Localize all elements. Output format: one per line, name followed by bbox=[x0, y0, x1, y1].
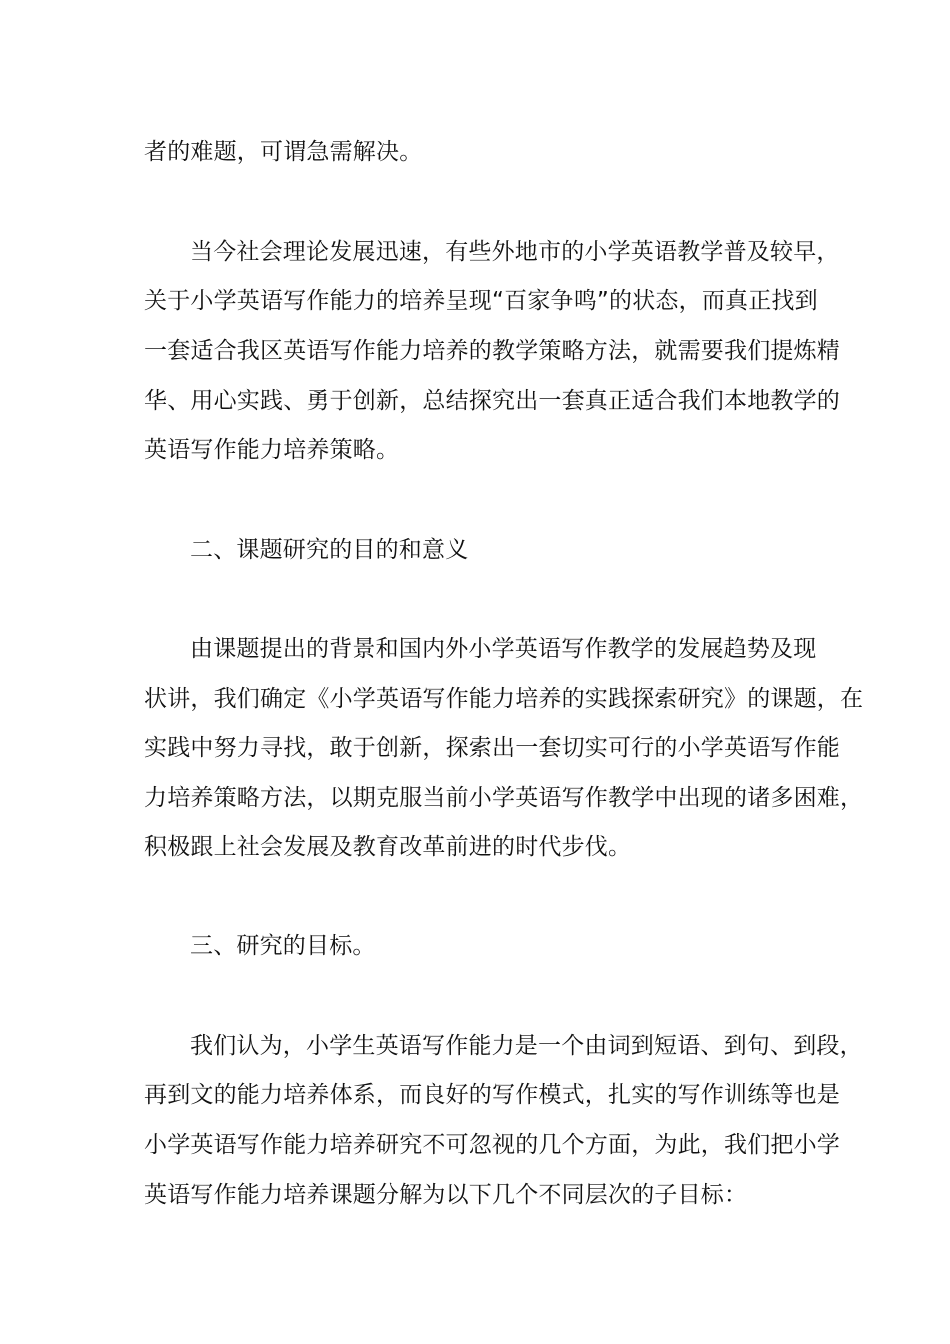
paragraph-4-line-2: 再到文的能力培养体系，而良好的写作模式，扎实的写作训练等也是 bbox=[144, 1082, 840, 1108]
paragraph-2-line-2: 关于小学英语写作能力的培养呈现“百家争鸣”的状态，而真正找到 bbox=[144, 288, 818, 314]
section-heading-2: 二、课题研究的目的和意义 bbox=[190, 537, 469, 563]
paragraph-4-line-3: 小学英语写作能力培养研究不可忽视的几个方面，为此，我们把小学 bbox=[144, 1132, 840, 1158]
paragraph-2-line-1: 当今社会理论发展迅速，有些外地市的小学英语教学普及较早， bbox=[190, 239, 840, 265]
section-heading-3: 三、研究的目标。 bbox=[190, 933, 376, 959]
paragraph-3-line-3: 实践中努力寻找，敢于创新，探索出一套切实可行的小学英语写作能 bbox=[144, 735, 840, 761]
paragraph-1-line-1: 者的难题，可谓急需解决。 bbox=[144, 139, 423, 165]
paragraph-3-line-2: 状讲，我们确定《小学英语写作能力培养的实践探索研究》的课题，在 bbox=[144, 686, 864, 712]
paragraph-3-line-5: 积极跟上社会发展及教育改革前进的时代步伐。 bbox=[144, 834, 632, 860]
paragraph-4-line-4: 英语写作能力培养课题分解为以下几个不同层次的子目标： bbox=[144, 1182, 748, 1208]
paragraph-3-line-1: 由课题提出的背景和国内外小学英语写作教学的发展趋势及现 bbox=[190, 636, 817, 662]
paragraph-2-line-4: 华、用心实践、勇于创新，总结探究出一套真正适合我们本地教学的 bbox=[144, 388, 840, 414]
paragraph-3-line-4: 力培养策略方法，以期克服当前小学英语写作教学中出现的诸多困难， bbox=[144, 785, 864, 811]
paragraph-4-line-1: 我们认为，小学生英语写作能力是一个由词到短语、到句、到段， bbox=[190, 1033, 863, 1059]
paragraph-2-line-3: 一套适合我区英语写作能力培养的教学策略方法，就需要我们提炼精 bbox=[144, 338, 840, 364]
paragraph-2-line-5: 英语写作能力培养策略。 bbox=[144, 437, 400, 463]
